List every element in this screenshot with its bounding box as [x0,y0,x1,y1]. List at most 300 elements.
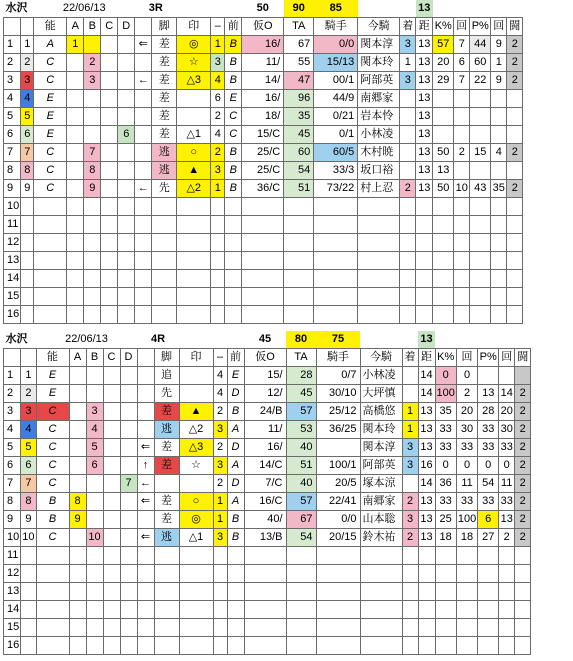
cell: 57 [433,36,454,54]
column-header: 脚 [154,349,179,367]
cell [103,637,120,655]
cell: 0 [435,457,456,475]
row-number: 15 [4,288,21,306]
mark-symbol [177,108,211,126]
table-row [4,619,531,637]
cell: 51 [284,180,314,198]
cell [120,493,137,511]
cell [470,288,491,306]
cell [137,403,154,421]
cell [103,511,120,529]
cell [400,288,416,306]
cell: 13 [499,511,515,529]
cell [470,306,491,324]
cell [499,637,515,655]
cell [101,180,118,198]
column-header: TA [284,18,314,36]
cell: 33 [478,493,499,511]
cell: 27 [478,529,499,547]
cell: B [36,511,69,529]
row-number: 10 [4,198,21,216]
cell [101,54,118,72]
cell [120,457,137,475]
cell: D [227,439,244,457]
column-header: 距 [416,18,433,36]
cell: 2 [515,493,531,511]
cell [402,619,418,637]
cell [316,547,360,565]
cell [152,270,177,288]
row-number: 14 [4,270,21,288]
header-spacer [433,0,523,18]
row-number: 2 [4,54,21,72]
table-row [4,637,531,655]
waku-number: 7 [21,475,36,493]
cell [67,288,84,306]
cell [152,198,177,216]
cell: ← [137,475,154,493]
cell: 4 [211,126,225,144]
jockey-name: 高橋悠 [360,403,402,421]
cell [86,511,103,529]
cell [454,252,470,270]
header-v4: 13 [418,331,435,349]
mark-symbol: ☆ [177,54,211,72]
cell [470,270,491,288]
row-number: 11 [4,547,21,565]
cell [515,637,531,655]
cell [67,252,84,270]
row-number: 7 [4,475,21,493]
cell: 2 [84,54,101,72]
cell: ← [135,72,152,90]
cell: 3 [402,457,418,475]
waku-number: 2 [21,54,34,72]
waku-number [21,216,34,234]
cell [213,583,227,601]
cell [225,252,242,270]
cell [213,619,227,637]
header-race: 3R [148,2,163,14]
cell [418,601,435,619]
column-header: 今騎 [358,18,400,36]
cell [435,619,456,637]
cell [135,162,152,180]
cell: 8 [84,162,101,180]
cell: 1 [402,421,418,439]
row-number: 4 [4,421,21,439]
cell: 1 [402,403,418,421]
cell: 3 [211,54,225,72]
row-number: 10 [4,529,21,547]
column-header: 脚 [152,18,177,36]
cell: 33 [499,493,515,511]
cell [402,583,418,601]
cell: B [225,144,242,162]
cell [213,547,227,565]
cell: 2 [515,511,531,529]
cell [103,493,120,511]
column-header: P% [470,18,491,36]
cell: 13 [416,162,433,180]
cell: E [36,385,69,403]
cell: 100 [456,511,477,529]
cell: C [36,475,69,493]
cell [284,198,314,216]
cell: 逃 [152,162,177,180]
cell [491,198,507,216]
cell [84,90,101,108]
cell [507,288,523,306]
cell [84,234,101,252]
jockey-name: 南郷家 [360,493,402,511]
cell: 2 [400,180,416,198]
cell: 3 [86,403,103,421]
cell [67,270,84,288]
cell [244,601,286,619]
cell [433,306,454,324]
cell [491,162,507,180]
header-spacer [360,331,418,349]
cell [242,234,284,252]
cell: A [34,36,67,54]
cell [400,198,416,216]
cell: 73/22 [314,180,358,198]
waku-number: 6 [21,126,34,144]
cell [101,144,118,162]
cell [120,421,137,439]
cell [400,234,416,252]
cell [213,565,227,583]
cell [284,306,314,324]
header-v2: 80 [286,331,316,349]
cell [416,198,433,216]
cell [118,270,135,288]
cell: 11 [456,475,477,493]
cell [36,619,69,637]
cell: 40/ [244,511,286,529]
cell: 25/12 [316,403,360,421]
cell: 16/ [242,90,284,108]
table-row [4,108,523,126]
waku-number: 7 [21,144,34,162]
cell [456,637,477,655]
cell [152,306,177,324]
cell: 0/0 [316,511,360,529]
cell: 33 [435,421,456,439]
column-header: 着 [400,18,416,36]
cell [314,270,358,288]
cell: ⇐ [137,439,154,457]
cell: 1 [213,493,227,511]
cell [491,216,507,234]
cell: 25 [435,511,456,529]
cell [34,234,67,252]
mark-symbol [177,234,211,252]
cell: 3 [402,439,418,457]
cell [34,270,67,288]
cell: 36 [435,475,456,493]
cell [118,108,135,126]
cell [242,252,284,270]
cell [103,619,120,637]
cell [135,144,152,162]
jockey-name [358,252,400,270]
mark-symbol: △3 [179,439,213,457]
cell: 0 [499,457,515,475]
table-row [4,252,523,270]
cell: 53 [286,421,316,439]
mark-symbol [177,288,211,306]
cell [36,637,69,655]
cell [211,252,225,270]
cell [227,583,244,601]
cell: 1 [67,36,84,54]
cell [69,457,86,475]
cell: 50 [433,180,454,198]
cell [135,270,152,288]
cell: 逃 [152,144,177,162]
cell [507,306,523,324]
cell [69,619,86,637]
table-row [4,439,531,457]
waku-number: 10 [21,529,36,547]
cell: 先 [154,385,179,403]
cell [227,637,244,655]
header-spacer [179,331,244,349]
mark-symbol: △2 [179,421,213,439]
cell [103,583,120,601]
cell [286,601,316,619]
table-row [4,421,531,439]
cell [286,583,316,601]
cell: 7/C [244,475,286,493]
cell [86,565,103,583]
cell [67,234,84,252]
cell: 24/B [244,403,286,421]
cell [154,565,179,583]
jockey-name: 小林凌 [358,126,400,144]
waku-number [21,306,34,324]
jockey-name [358,198,400,216]
cell: C [34,162,67,180]
waku-number: 4 [21,421,36,439]
jockey-name: 村上忍 [358,180,400,198]
cell [515,619,531,637]
cell [101,252,118,270]
cell [314,216,358,234]
cell [454,270,470,288]
table-row [4,36,523,54]
jockey-name: 塚本涼 [360,475,402,493]
cell: E [225,90,242,108]
cell [284,270,314,288]
cell: 35 [435,403,456,421]
cell: D [227,475,244,493]
cell [316,565,360,583]
cell [120,367,137,385]
cell [84,270,101,288]
cell: 4 [213,385,227,403]
cell: 33 [435,439,456,457]
cell [316,637,360,655]
cell [499,583,515,601]
cell [244,637,286,655]
cell [118,216,135,234]
cell [211,216,225,234]
cell: 2 [456,385,477,403]
header-spacer [177,0,242,18]
cell [34,306,67,324]
cell: 9 [69,511,86,529]
cell [416,216,433,234]
table-row [4,511,531,529]
cell [435,583,456,601]
cell [67,216,84,234]
cell [515,367,531,385]
cell [491,90,507,108]
cell [314,288,358,306]
cell [478,601,499,619]
cell: 11/ [242,54,284,72]
cell [507,198,523,216]
cell [244,547,286,565]
mark-symbol [179,601,213,619]
cell [433,270,454,288]
table-row [4,367,531,385]
cell [69,637,86,655]
row-number: 5 [4,108,21,126]
cell: 2 [515,529,531,547]
cell [284,234,314,252]
column-header: 闘 [507,18,523,36]
cell [36,565,69,583]
cell [402,385,418,403]
row-number: 5 [4,439,21,457]
cell [433,288,454,306]
cell [454,90,470,108]
cell: 29 [433,72,454,90]
cell: 2 [499,529,515,547]
cell [103,529,120,547]
cell: 3 [84,72,101,90]
waku-number [21,565,36,583]
cell: 2 [211,108,225,126]
cell: 差 [152,126,177,144]
cell [454,126,470,144]
cell [316,601,360,619]
table-row [4,126,523,144]
cell [433,252,454,270]
cell: C [34,54,67,72]
mark-symbol: △1 [179,529,213,547]
row-number: 13 [4,252,21,270]
cell: 差 [152,36,177,54]
waku-number: 1 [21,36,34,54]
cell: 30/10 [316,385,360,403]
cell [456,619,477,637]
column-header: TA [286,349,316,367]
waku-number [21,288,34,306]
cell [84,126,101,144]
waku-number: 5 [21,439,36,457]
cell: 13 [416,180,433,198]
cell [470,90,491,108]
mark-symbol [179,475,213,493]
cell [34,288,67,306]
cell: 差 [154,493,179,511]
cell [454,216,470,234]
cell [118,234,135,252]
cell: 16/ [244,439,286,457]
cell [137,619,154,637]
cell [400,108,416,126]
row-number: 3 [4,403,21,421]
cell [402,367,418,385]
cell: 54 [478,475,499,493]
cell: 2 [507,36,523,54]
cell: 60/5 [314,144,358,162]
column-header: 能 [36,349,69,367]
row-number: 2 [4,385,21,403]
cell [84,108,101,126]
mark-symbol [177,252,211,270]
cell [227,565,244,583]
cell [515,601,531,619]
cell [137,565,154,583]
column-header: 騎手 [316,349,360,367]
cell [435,601,456,619]
cell [418,637,435,655]
cell [316,619,360,637]
mark-symbol [177,90,211,108]
cell [507,216,523,234]
cell [400,306,416,324]
mark-symbol [177,270,211,288]
waku-number [21,637,36,655]
row-number: 9 [4,511,21,529]
cell: 4 [211,72,225,90]
cell [67,108,84,126]
cell [227,619,244,637]
cell: 13 [416,144,433,162]
row-number: 7 [4,144,21,162]
cell [211,288,225,306]
column-header [4,18,21,36]
cell [69,547,86,565]
cell [118,36,135,54]
cell [470,126,491,144]
mark-symbol: ◎ [179,511,213,529]
row-number: 11 [4,216,21,234]
column-header: A [67,18,84,36]
cell [69,367,86,385]
cell: 13 [418,421,435,439]
cell [135,252,152,270]
cell [402,475,418,493]
cell: C [34,72,67,90]
cell [118,306,135,324]
cell [433,90,454,108]
cell [225,198,242,216]
waku-number: 8 [21,493,36,511]
cell: 0/7 [316,367,360,385]
waku-number [21,547,36,565]
cell [433,198,454,216]
cell: B [227,403,244,421]
cell [69,565,86,583]
cell [454,162,470,180]
